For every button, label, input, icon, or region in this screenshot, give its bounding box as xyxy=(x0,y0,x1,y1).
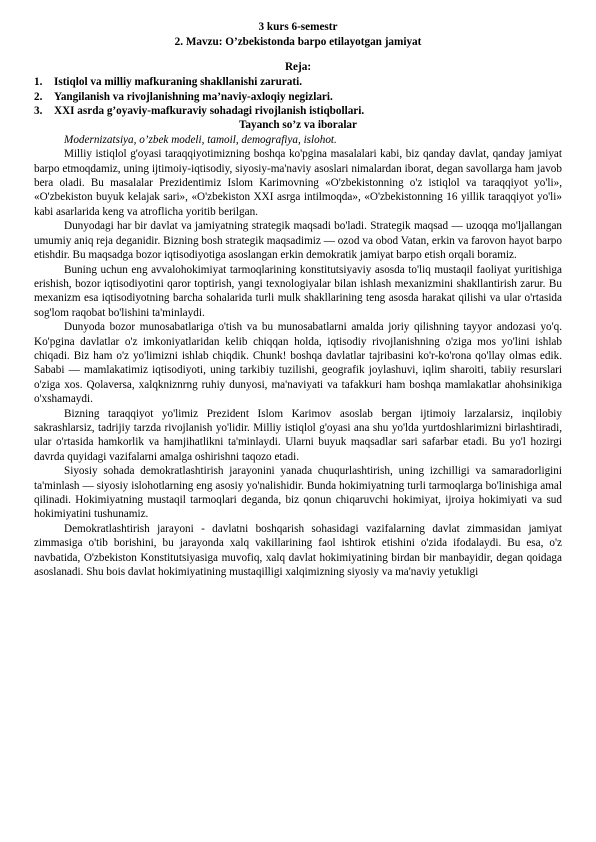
topic-title: 2. Mavzu: O’zbekistonda barpo etilayotgan jamiyat xyxy=(174,36,422,49)
keywords-title: Tayanch so’z va iboralar xyxy=(239,119,357,132)
plan-title: Reja: xyxy=(284,60,312,73)
plan-list xyxy=(34,75,562,118)
body-paragraph: Bizning taraqqiyot yo'limiz Prezident Islom Karimov asoslab bergan ijtimoiy larzalarsiz, inqilobiy sakrashlarsiz, tadrijiy tarzda rivojlanish yo'lidir. Milliy istiqlol g'oyasi ana shu yo'lda yurtdoshlarimizni birlashtiradi, ular o'rtasida hamkorlik va hamjihatlikni ta'minlaydi. Ularni buyuk maqsadlar sari safarbar etadi. Bu yo'l hozirgi davrda quyidagi vazifalarni amalga oshirishni taqozo etadi. xyxy=(34,407,562,463)
keywords-text: Modernizatsiya, o’zbek modeli, tamoil, demografiya, islohot. xyxy=(64,133,337,146)
body-paragraph: Milliy istiqlol g'oyasi taraqqiyotimizning boshqa ko'pgina masalalari kabi, biz qanday davlat, qanday jamiyat barpo etmoqdamiz, uning ijtimoiy-iqtisodiy, siyosiy-ma'naviy asoslari nimalardan iborat, degan savollarga ham javob bera oladi. Bu masalalar Prezidentimiz Islom Karimovning «O'zbekistonning o'z istiqlol va taraqqiyot yo'li», «O'zbekiston buyuk kelajak sari», «O'zbekiston XXI asrga intilmoqda», «O'zbekistonning 16 yillik taraqqiyot yo'li» kabi asarlarida keng va atroflicha yoritib berilgan. xyxy=(34,148,562,218)
plan-item-text: Yangilanish va rivojlanishning ma’naviy-axloqiy negizlari. xyxy=(54,90,333,103)
plan-item xyxy=(34,104,562,118)
plan-item-text: XXI asrda g’oyaviy-mafkuraviy sohadagi rivojlanish istiqbollari. xyxy=(54,105,365,118)
body-paragraph: Demokratlashtirish jarayoni - davlatni boshqarish sohasidagi vazifalarning davlat zimmasidan jamiyat zimmasiga o'tib borishini, bu jarayonda xalq vakillarining faol ishtirok etishini o'zida ifodalaydi. Bu esa, o'z navbatida, O'zbekiston Konstitutsiyasiga muvofiq, xalq davlat hokimiyatining birdan bir manbayidir, degan qoidaga asoslanadi. Shu bois davlat hokimiyatining mustaqilligi xalqimizning siyosiy va ma'naviy yetukligi xyxy=(34,522,562,579)
course-heading: 3 kurs 6-semestr xyxy=(258,21,338,33)
document-page xyxy=(34,20,562,579)
body-paragraph: Dunyoda bozor munosabatlariga o'tish va bu munosabatlarni amalda joriy qilishning tayyor andozasi yo'q. Ko'pgina davlatlar o'z imkoniyatlaridan kelib chiqqan holda, iqtisodiy rivojlanishning o'ziga mos yo'lini ishlab chiqadi. Biz ham o'z yo'limizni ishlab chiqdik. Chunk! boshqa davlatlar tajribasini ko'r-ko'rona qo'llay olmas edik. Sababi — mamlakatimiz iqtisodiyoti, uning tarkibiy tuzilishi, geografik joylashuvi, iqlim sharoiti, tabiiy resurslari o'ziga xos. Qolaversa, xalqkniznrng ruhiy dunyosi, ma'naviyati va tafakkuri ham boshqa mamlakatlar ahohsinikiga o'xshamaydi. xyxy=(34,321,562,406)
plan-item-number: 3. xyxy=(34,105,43,118)
plan-item xyxy=(34,75,562,89)
body-paragraph: Dunyodagi har bir davlat va jamiyatning strategik maqsadi bo'ladi. Strategik maqsad — uzoqqa mo'ljallangan umumiy aniq reja deganidir. Bizning bosh strategik maqsadimiz — ozod va obod Vatan, erkin va farovon hayot barpo etishdir. Bu maqsadga bozor iqtisodiyotiga asoslangan erkin demokratik jamiyat barpo etish orqali boramiz. xyxy=(34,220,562,262)
plan-item-text: Istiqlol va milliy mafkuraning shakllanishi zarurati. xyxy=(54,76,303,89)
plan-item-number: 2. xyxy=(34,90,43,103)
body-paragraph: Siyosiy sohada demokratlashtirish jarayonini yanada chuqurlashtirish, uning izchilligi va samaradorligini ta'minlash — siyosiy islohotlarning eng asosiy yo'nalishidir. Bunda hokimiyatning turli tarmoqlarga bo'linishiga amal qilinadi. Hokimiyatning mustaqil tarmoqlari deganda, biz qonun chiqaruvchi hokimiyat, ijroiya hokimiyati va sud hokimiyatini tushunamiz. xyxy=(34,465,562,521)
plan-item-number: 1. xyxy=(34,76,43,89)
plan-item xyxy=(34,90,562,104)
body-paragraph: Buning uchun eng avvalohokimiyat tarmoqlarining konstitutsiyaviy asosda to'liq mustaqil faoliyat yuritishiga erishish, bozor iqtisodiyotini qaror toptirish, yangi texnologiyalar bilan ishlash mexanizmini shakllantirish zarur. Bu mexanizm esa iqtisodiyotning barcha sohalarida turli mulk shakllarining teng asosda harakat qilishi va ular o'rtasida sog'lom raqobat bo'lishini ta'minlaydi. xyxy=(34,263,562,319)
